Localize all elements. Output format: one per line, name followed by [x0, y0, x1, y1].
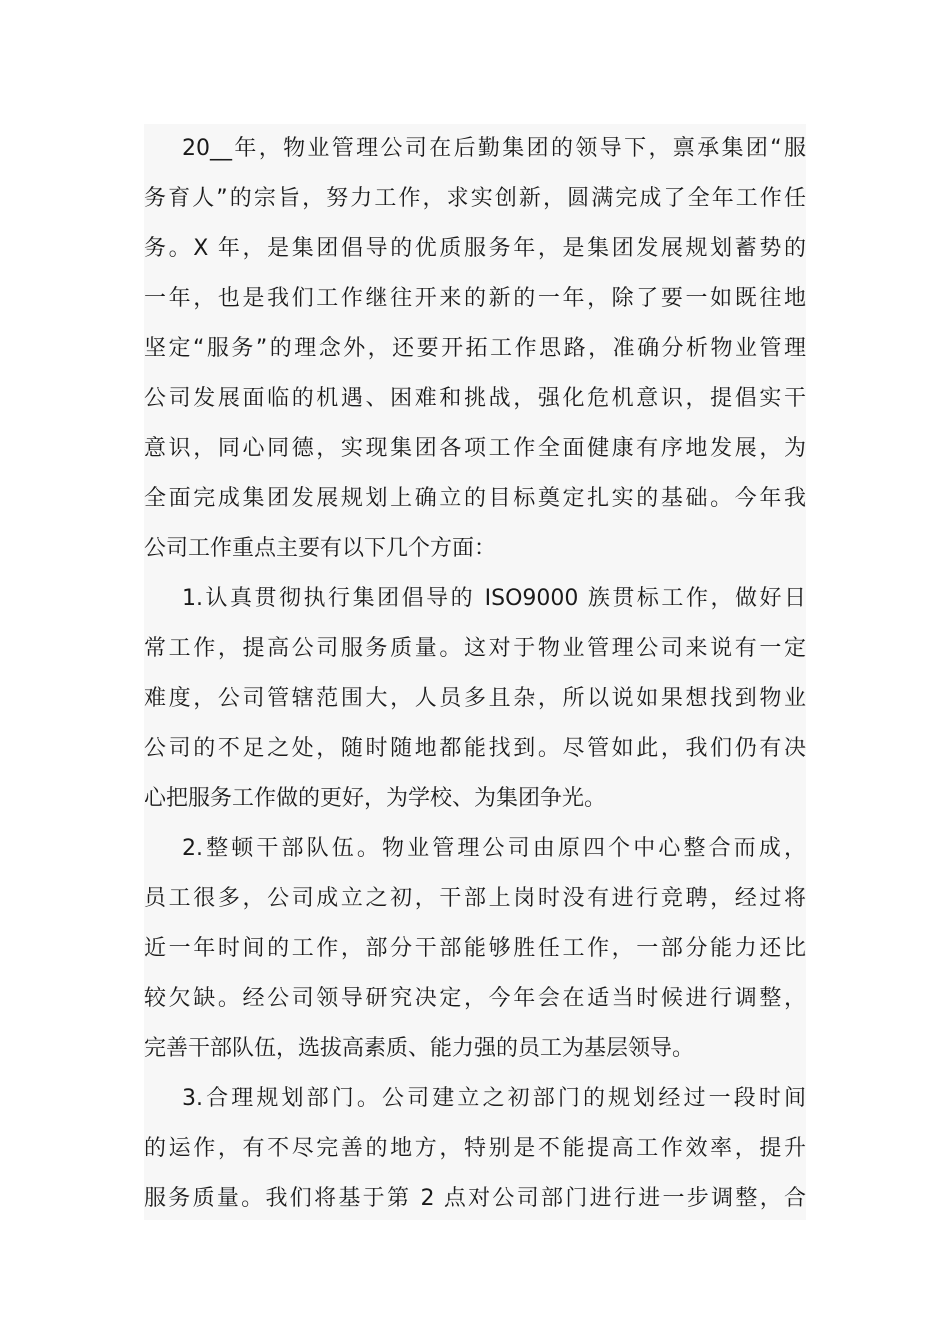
- text-line: 的运作，有不尽完善的地方，特别是不能提高工作效率，提升: [144, 1136, 806, 1161]
- text-line: 坚定“服务”的理念外，还要开拓工作思路，准确分析物业管理: [144, 336, 806, 361]
- text-line: 意识，同心同德，实现集团各项工作全面健康有序地发展，为: [144, 436, 806, 461]
- text-line: 员工很多，公司成立之初，干部上岗时没有进行竞聘，经过将: [144, 886, 806, 911]
- text-line: 一年，也是我们工作继往开来的新的一年，除了要一如既往地: [144, 286, 806, 311]
- text-line: 2.整顿干部队伍。物业管理公司由原四个中心整合而成，: [182, 836, 806, 861]
- text-line: 心把服务工作做的更好，为学校、为集团争光。: [144, 786, 607, 811]
- text-line: 务育人”的宗旨，努力工作，求实创新，圆满完成了全年工作任: [144, 186, 806, 211]
- text-line: 公司发展面临的机遇、困难和挑战，强化危机意识，提倡实干: [144, 386, 806, 411]
- text-line: 公司工作重点主要有以下几个方面：: [144, 536, 497, 561]
- text-line: 较欠缺。经公司领导研究决定，今年会在适当时候进行调整，: [144, 986, 806, 1011]
- body-text-block: [144, 124, 806, 1220]
- text-line: 常工作，提高公司服务质量。这对于物业管理公司来说有一定: [144, 636, 806, 661]
- text-line: 近一年时间的工作，部分干部能够胜任工作，一部分能力还比: [144, 936, 806, 961]
- text-line: 全面完成集团发展规划上确立的目标奠定扎实的基础。今年我: [144, 486, 806, 511]
- text-line: 完善干部队伍，选拔高素质、能力强的员工为基层领导。: [144, 1036, 695, 1061]
- text-line: 务。X 年，是集团倡导的优质服务年，是集团发展规划蓄势的: [144, 236, 806, 261]
- text-line: 1.认真贯彻执行集团倡导的 ISO9000 族贯标工作，做好日: [182, 586, 806, 611]
- text-line: 公司的不足之处，随时随地都能找到。尽管如此，我们仍有决: [144, 736, 806, 761]
- text-line: 难度，公司管辖范围大，人员多且杂，所以说如果想找到物业: [144, 686, 806, 711]
- text-line: 服务质量。我们将基于第 2 点对公司部门进行进一步调整，合: [144, 1186, 806, 1211]
- text-line: 3.合理规划部门。公司建立之初部门的规划经过一段时间: [182, 1086, 806, 1111]
- text-line: 20__年，物业管理公司在后勤集团的领导下，禀承集团“服: [182, 136, 806, 161]
